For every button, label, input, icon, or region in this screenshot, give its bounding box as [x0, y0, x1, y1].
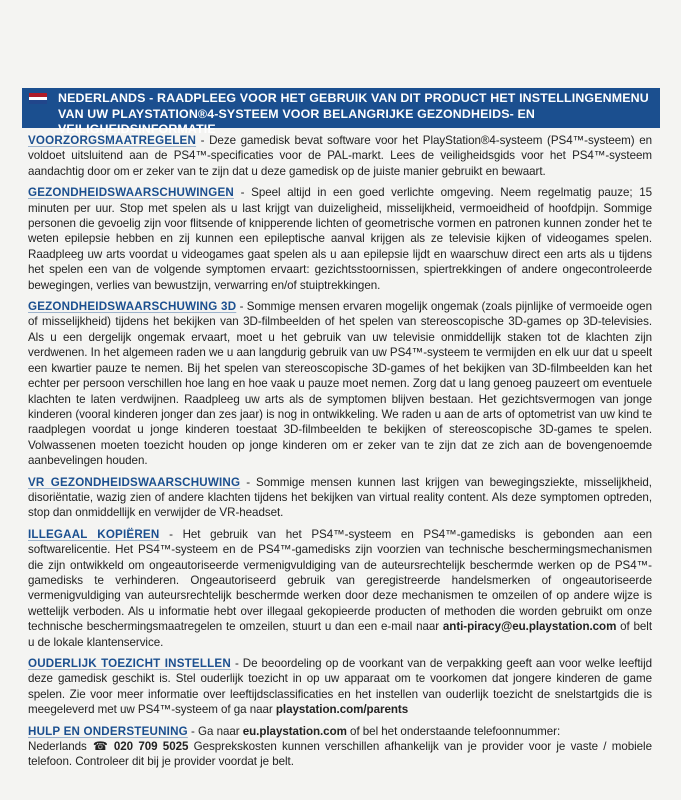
banner-language: NEDERLANDS — [58, 91, 146, 105]
section-heading: GEZONDHEIDSWAARSCHUWING 3D — [28, 300, 237, 314]
section-illegal-copying — [28, 527, 652, 650]
parents-link[interactable]: playstation.com/parents — [275, 703, 409, 717]
support-phone-number[interactable]: 020 709 5025 — [113, 740, 189, 754]
section-text: - Speel altijd in een goed verlichte omgeving. Neem regelmatig pauze; 15 minuten per uur. Stop met spelen als u last krijgt van duizeligheid, misselijkheid, vermoeidheid of hoofdpijn. Sommige personen die gevoelig zijn voor flitsende of knipperende lichten of geometrische vormen en patronen kunnen zonder het te weten epilepsie hebben en zij kunnen een epileptische aanval krijgen als ze televisie kijken of videogames spelen. Raadpleeg uw arts voordat u videogames gaat spelen als u aan epilepsie lijdt en waarschuw direct een arts als u tijdens het spelen een van de volgende symptomen ervaart: gezichtsstoornissen, spiertrekkingen of andere ongecontroleerde bewegingen, verlies van bewustzijn, verwarring en/of stuiptrekkingen. — [28, 186, 652, 292]
section-heading: VR GEZONDHEIDSWAARSCHUWING — [28, 475, 241, 489]
content — [28, 133, 652, 776]
support-country: Nederlands — [28, 740, 87, 754]
section-parental-control — [28, 656, 652, 718]
anti-piracy-email-link[interactable]: anti-piracy@eu.playstation.com — [442, 620, 617, 634]
support-phone-note: Gesprekskosten kunnen verschillen afhankelijk van je provider voor je vaste / mobiele telefoon. Controleer dit bij je provider voordat je belt. — [28, 740, 652, 769]
section-text-after: of belt u de lokale klantenservice. — [28, 620, 653, 649]
netherlands-flag-icon — [29, 93, 47, 104]
section-text: - Sommige mensen kunnen last krijgen van bewegingsziekte, misselijkheid, disoriëntatie, wazig zien of andere klachten tijdens het bekijken van virtual reality content. Als deze symptomen optreden, stop dan onmiddellijk en verwijder de VR-headset. — [28, 475, 652, 520]
language-banner — [22, 88, 660, 136]
playstation-site-link[interactable]: eu.playstation.com — [242, 724, 347, 738]
section-vr-warning — [28, 475, 652, 521]
section-text: - Deze gamedisk bevat software voor het PlayStation®4-systeem (PS4™-systeem) en voldoet uitsluitend aan de PS4™-specificaties voor de PAL-markt. Lees de veiligheidsgids voor het PS4™-systeem aandachtig door om er zeker van te zijn dat u deze gamedisk op de juiste manier gebruikt en bewaart. — [28, 134, 652, 178]
section-support — [28, 724, 652, 770]
section-text: - Het gebruik van het PS4™-systeem en PS4™-gamedisks is gebonden aan een softwarelicentie. Het PS4™-systeem en de PS4™-gamedisks zijn voorzien van technische beschermingsmechanismen die zijn ontwikkeld om ongeautoriseerde vermenigvuldiging van de auteursrechtelijk beschermde werken op de PS4™-gamedisks te verhinderen. Ongeautoriseerd gebruik van geregistreerde handelsmerken of ongeautoriseerde vermenigvuldiging van auteursrechtelijk beschermde werken door deze mechanismen te omzeilen of op andere wijze is wettelijk verboden. Als u informatie hebt over illegaal gekopieerde producten of methoden die worden gebruikt om onze technische beschermingsmaatregelen te omzeilen, stuurt u dan een e-mail naar — [28, 527, 652, 634]
banner-text: RAADPLEEG VOOR HET GEBRUIK VAN DIT PRODUCT HET INSTELLINGENMENU VAN UW PLAYSTATION®4-SYSTEEM VOOR BELANGRIJKE GEZONDHEIDS- EN VEILIGHEIDSINFORMATIE — [58, 91, 649, 136]
section-text-after: of bel het onderstaande telefoonnummer: — [346, 724, 561, 738]
section-health-3d — [28, 299, 652, 468]
section-health-warnings — [28, 185, 652, 293]
section-precautions — [28, 133, 652, 179]
section-heading: HULP EN ONDERSTEUNING — [28, 724, 188, 738]
section-heading: GEZONDHEIDSWAARSCHUWINGEN — [28, 186, 234, 200]
section-heading: ILLEGAAL KOPIËREN — [28, 527, 160, 541]
section-text: - De beoordeling op de voorkant van de verpakking geeft aan voor welke leeftijd deze gamedisk geschikt is. Stel ouderlijk toezicht in op uw apparaat om te voorkomen dat jongere kinderen de game spelen. Zie voor meer informatie over leeftijdsclassificaties en het instellen van ouderlijk toezicht de snelstartgids die is meegeleverd met uw PS4™-systeem of ga naar — [28, 657, 653, 717]
flag-stripe-blue — [29, 100, 47, 104]
phone-icon: ☎ — [90, 739, 110, 754]
section-text: - Ga naar — [187, 724, 243, 738]
banner-separator: - — [145, 91, 158, 105]
section-heading: VOORZORGSMAATREGELEN — [28, 134, 197, 147]
section-heading: OUDERLIJK TOEZICHT INSTELLEN — [28, 657, 231, 670]
section-text: - Sommige mensen ervaren mogelijk ongemak (zoals pijnlijke of vermoeide ogen of misselijkheid) tijdens het bekijken van 3D-filmbeelden of het spelen van stereoscopische 3D-games op 3D-televisies. Als u een dergelijk ongemak ervaart, moet u het gebruik van uw televisie onmiddellijk staken tot de klachten zijn verdwenen. In het algemeen raden we u aan langdurig gebruik van uw PS4™-systeem te vermijden en elk uur dat u speelt een kwartier pauze te nemen. Bij het spelen van stereoscopische 3D-games of het bekijken van 3D-filmbeelden kan het echter per persoon verschillen hoe lang en hoe vaak u pauze moet nemen. Zorg dat u lang genoeg pauzeert om eventuele klachten te laten verdwijnen. Raadpleeg uw arts als de symptomen blijven bestaan. Het gezichtsvermogen van jonge kinderen (vooral kinderen jonger dan zes jaar) is nog in ontwikkeling. We raden u aan de arts of optometrist van uw kind te raadplegen voordat u jonge kinderen toestaat 3D-filmbeelden te bekijken of stereoscopische 3D-games te spelen. Volwassenen moeten toezicht houden op jonge kinderen om er zeker van te zijn dat ze zich aan de bovengenoemde aanbevelingen houden. — [28, 300, 652, 468]
